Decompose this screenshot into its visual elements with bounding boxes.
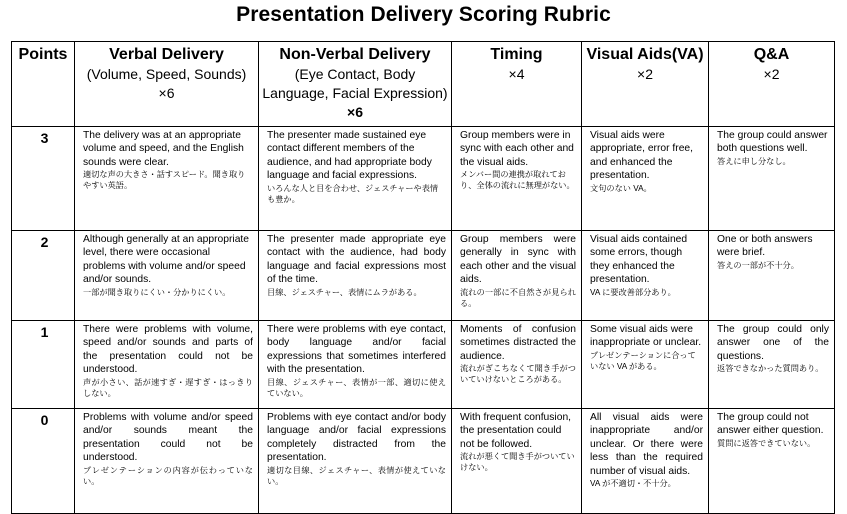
visual-cell: All visual aids were inappropriate and/or unclear. Or there were less than the required number of visual aids. VA が不適切・不十分。 [582, 409, 709, 514]
verbal-cell: There were problems with volume, speed and/or sounds and parts of the presentation could not be understood. 声が小さい、話が速すぎ・遅すぎ・はっきりしない。 [75, 321, 259, 409]
qa-cell: The group could only answer one of the questions. 返答できなかった質問あり。 [709, 321, 835, 409]
timing-cell: Moments of confusion sometimes distracted the audience. 流れがぎこちなくて聞き手がついていけないところがある。 [452, 321, 582, 409]
nonverbal-cell: The presenter made appropriate eye contact with the audience, had body language and facial expressions most of the time. 目線、ジェスチャー、表情にムラがある。 [259, 231, 452, 321]
qa-cell: The group could answer both questions well. 答えに申し分なし。 [709, 127, 835, 231]
verbal-cell: Although generally at an appropriate level, there were occasional problems with volume and/or speed and/or sounds. 一部が聞き取りにくい・分かりにくい。 [75, 231, 259, 321]
nonverbal-cell: There were problems with eye contact, body language and/or facial expressions that sometimes interfered with the presentation. 目線、ジェスチャー、表情が一部、適切に使えていない。 [259, 321, 452, 409]
table-row [12, 409, 835, 514]
points-cell: 0 [12, 409, 75, 514]
header-points: Points [12, 42, 75, 127]
table-row [12, 231, 835, 321]
points-cell: 1 [12, 321, 75, 409]
points-cell: 3 [12, 127, 75, 231]
qa-cell: One or both answers were brief. 答えの一部が不十分。 [709, 231, 835, 321]
page-title: Presentation Delivery Scoring Rubric [236, 3, 611, 26]
rubric-table [11, 41, 835, 514]
header-verbal: Verbal Delivery (Volume, Speed, Sounds) ×6 [75, 42, 259, 127]
nonverbal-cell: The presenter made sustained eye contact different members of the audience, and had appropriate body language and facial expressions. いろんな人と目を合わせ、ジェスチャーや表情も豊か。 [259, 127, 452, 231]
header-nonverbal: Non-Verbal Delivery (Eye Contact, Body Language, Facial Expression) ×6 [259, 42, 452, 127]
timing-cell: Group members were generally in sync with each other and the visual aids. 流れの一部に不自然さが見られる。 [452, 231, 582, 321]
header-visual: Visual Aids(VA) ×2 [582, 42, 709, 127]
visual-cell: Visual aids contained some errors, though they enhanced the presentation. VA に要改善部分あり。 [582, 231, 709, 321]
header-timing: Timing ×4 [452, 42, 582, 127]
timing-cell: Group members were in sync with each other and the visual aids. メンバー間の連携が取れており、全体の流れに無理がない。 [452, 127, 582, 231]
points-cell: 2 [12, 231, 75, 321]
visual-cell: Visual aids were appropriate, error free, and enhanced the presentation. 文句のない VA。 [582, 127, 709, 231]
verbal-cell: Problems with volume and/or speed and/or sounds meant the presentation could not be understood. プレゼンテーションの内容が伝わっていない。 [75, 409, 259, 514]
table-row [12, 321, 835, 409]
visual-cell: Some visual aids were inappropriate or unclear. プレゼンテーションに合っていない VA がある。 [582, 321, 709, 409]
header-qa: Q&A ×2 [709, 42, 835, 127]
qa-cell: The group could not answer either question. 質問に返答できていない。 [709, 409, 835, 514]
verbal-cell: The delivery was at an appropriate volume and speed, and the English sounds were clear. 適切な声の大きさ・話すスピード。聞き取りやすい英語。 [75, 127, 259, 231]
header-row [12, 42, 835, 127]
table-row [12, 127, 835, 231]
nonverbal-cell: Problems with eye contact and/or body language and/or facial expressions completely distracted from the presentation. 適切な目線、ジェスチャー、表情が使えていない。 [259, 409, 452, 514]
timing-cell: With frequent confusion, the presentation could not be followed. 流れが悪くて聞き手がついていけない。 [452, 409, 582, 514]
